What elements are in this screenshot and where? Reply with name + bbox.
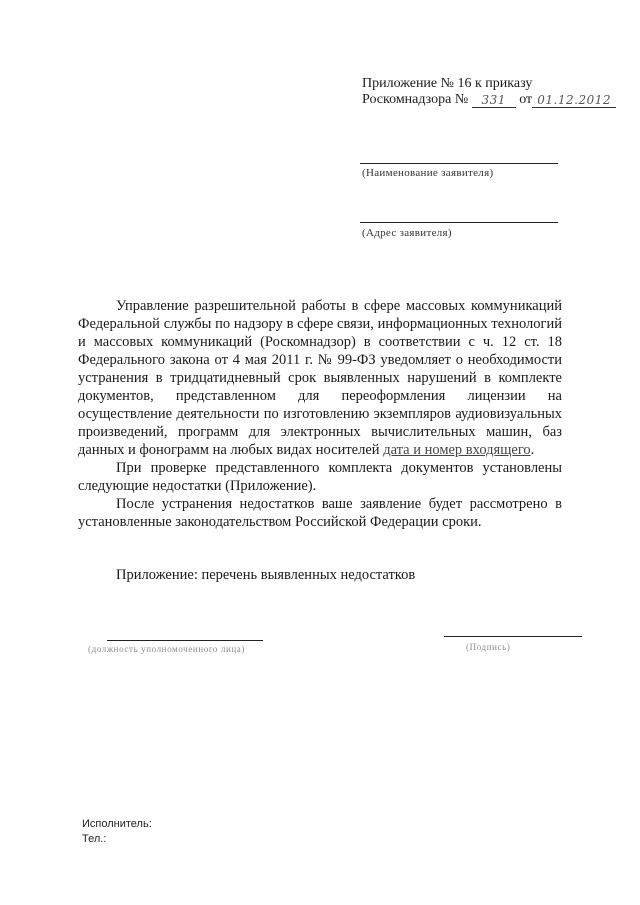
notice-body (78, 297, 562, 531)
order-date-handwritten: 01.12.2012 (532, 94, 616, 108)
appendix-line (362, 76, 532, 92)
executor-label: Исполнитель: (82, 818, 152, 830)
signature-line (444, 636, 582, 637)
phone-label: Тел.: (82, 833, 107, 845)
paragraph-3: После устранения недостатков ваше заявление будет рассмотрено в установленные законодательством Российской Федерации сроки. (78, 496, 562, 530)
position-caption: (должность уполномоченного лица) (88, 644, 245, 654)
applicant-name-caption: (Наименование заявителя) (362, 167, 494, 179)
position-line (107, 640, 263, 641)
incoming-reference: дата и номер входящего (383, 442, 531, 458)
order-prefix: Роскомнадзора № (362, 92, 469, 107)
from-label: от (519, 92, 533, 107)
paragraph-2: При проверке представленного комплекта документов установлены следующие недостатки (Приложение). (78, 460, 562, 494)
appendix-text: Приложение № 16 к приказу (362, 76, 533, 91)
applicant-name-line (360, 163, 558, 164)
signature-caption: (Подпись) (466, 642, 511, 652)
attachment-line: Приложение: перечень выявленных недостатков (116, 567, 416, 583)
paragraph-1: Управление разрешительной работы в сфере массовых коммуникаций Федеральной службы по надзору в сфере связи, информационных технологий и массовых коммуникаций (Роскомнадзор) в соответствии с ч. 12 ст. 18 Федерального закона от 4 мая 2011 г. № 99-ФЗ уведомляет о необходимости устранения в тридцатидневный срок выявленных нарушений в комплекте документов, представленном для переоформления лицензии на осуществление деятельности по изготовлению экземпляров аудиовизуальных произведений, программ для электронных вычислительных машин, баз данных и фонограмм на любых видах носителей дата и номер входящего. (78, 298, 562, 458)
order-number-handwritten: 331 (472, 94, 516, 108)
applicant-address-line (360, 222, 558, 223)
order-line (362, 92, 616, 108)
applicant-address-caption: (Адрес заявителя) (362, 227, 452, 239)
